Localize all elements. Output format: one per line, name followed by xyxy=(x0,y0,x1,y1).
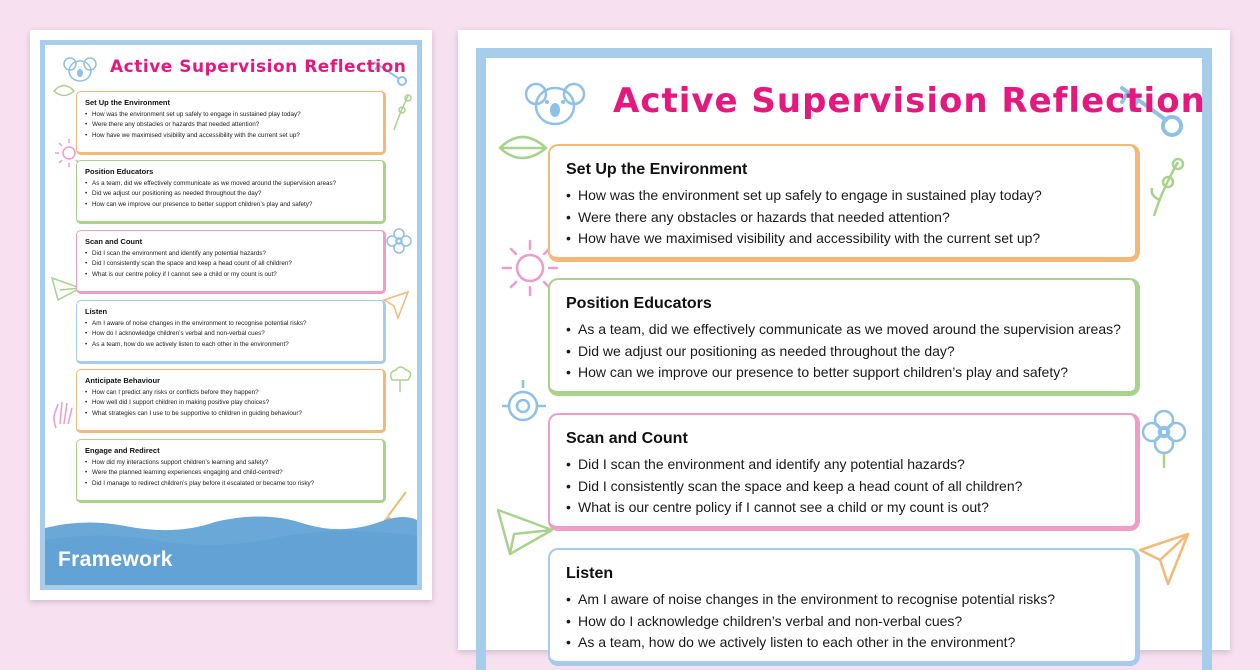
card-question: • Were there any obstacles or hazards that needed attention? xyxy=(85,120,375,130)
card-question: • How can we improve our presence to better support children’s play and safety? xyxy=(85,200,375,210)
worksheet-thumbnail[interactable] xyxy=(30,30,432,600)
card-heading: Set Up the Environment xyxy=(566,161,748,178)
card-question: • How have we maximised visibility and accessibility with the current set up? xyxy=(85,131,375,141)
card-position-educators xyxy=(548,278,1140,396)
card-question: • Did I consistently scan the space and keep a head count of all children? xyxy=(85,259,375,269)
page-title: Active Supervision Reflection xyxy=(613,81,1206,121)
thumbnail-card-anticipate-behaviour xyxy=(76,369,386,433)
flower-icon xyxy=(386,228,412,254)
card-question: • How can we improve our presence to better support children’s play and safety? xyxy=(566,362,1119,384)
spiral-flower-icon xyxy=(496,376,550,434)
thumbnail-card-scan-and-count xyxy=(76,230,386,294)
flower-sprig-icon xyxy=(1148,156,1188,218)
flower-icon xyxy=(1138,408,1190,470)
card-question: • As a team, how do we actively listen to each other in the environment? xyxy=(566,632,1119,654)
leaf-icon xyxy=(52,82,76,100)
card-question: • As a team, did we effectively communicate as we moved around the supervision areas? xyxy=(85,179,375,189)
paper-plane-icon xyxy=(1134,532,1190,588)
card-heading: Scan and Count xyxy=(566,430,688,447)
card-question: • What strategies can I use to be supportive to children in guiding behaviour? xyxy=(85,409,375,419)
card-question: • Am I aware of noise changes in the environment to recognise potential risks? xyxy=(85,319,375,329)
card-set-up-environment xyxy=(548,144,1140,262)
card-heading: Scan and Count xyxy=(85,237,143,246)
card-question: • As a team, did we effectively communicate as we moved around the supervision areas? xyxy=(566,319,1119,341)
card-question: • What is our centre policy if I cannot see a child or my count is out? xyxy=(85,270,375,280)
card-question: • How did my interactions support children’s learning and safety? xyxy=(85,458,375,468)
card-heading: Engage and Redirect xyxy=(85,446,160,455)
card-heading: Anticipate Behaviour xyxy=(85,376,161,385)
card-question: • What is our centre policy if I cannot see a child or my count is out? xyxy=(566,497,1119,519)
card-question: • Did we adjust our positioning as needed throughout the day? xyxy=(566,341,1119,363)
thumbnail-title: Active Supervision Reflection xyxy=(110,57,407,77)
koala-icon xyxy=(62,54,98,84)
thumbnail-card-listen xyxy=(76,300,386,364)
card-heading: Position Educators xyxy=(85,167,154,176)
card-question: • Did I consistently scan the space and keep a head count of all children? xyxy=(566,476,1119,498)
thumbnail-card-engage-and-redirect xyxy=(76,439,386,503)
paper-plane-icon xyxy=(496,504,554,558)
card-question: • How can I predict any risks or conflicts before they happen? xyxy=(85,388,375,398)
card-heading: Position Educators xyxy=(566,295,712,312)
card-question: • Did I scan the environment and identify any potential hazards? xyxy=(85,249,375,259)
framework-logo-text: Framework xyxy=(58,548,173,571)
card-question: • How was the environment set up safely to engage in sustained play today? xyxy=(85,110,375,120)
card-question: • Were there any obstacles or hazards that needed attention? xyxy=(566,207,1119,229)
flower-sprig-icon xyxy=(390,92,414,132)
card-question: • Did we adjust our positioning as needed throughout the day? xyxy=(85,189,375,199)
card-question: • As a team, how do we actively listen to each other in the environment? xyxy=(85,340,375,350)
card-question: • Were the planned learning experiences engaging and child-centred? xyxy=(85,468,375,478)
card-listen xyxy=(548,548,1140,666)
card-question: • How do I acknowledge children’s verbal and non-verbal cues? xyxy=(85,329,375,339)
card-question: • How was the environment set up safely to engage in sustained play today? xyxy=(566,185,1119,207)
card-question: • Am I aware of noise changes in the environment to recognise potential risks? xyxy=(566,589,1119,611)
card-heading: Listen xyxy=(566,565,614,582)
tree-icon xyxy=(386,364,414,394)
leaf-icon xyxy=(498,130,548,166)
card-question: • Did I scan the environment and identify any potential hazards? xyxy=(566,454,1119,476)
thumbnail-card-set-up-environment xyxy=(76,91,386,155)
card-heading: Set Up the Environment xyxy=(85,98,171,107)
card-question: • How have we maximised visibility and accessibility with the current set up? xyxy=(566,228,1119,250)
card-heading: Listen xyxy=(85,307,108,316)
card-question: • Did I manage to redirect children’s play before it escalated or became too risky? xyxy=(85,479,375,489)
card-question: • How well did I support children in making positive play choices? xyxy=(85,398,375,408)
card-question: • How do I acknowledge children’s verbal and non-verbal cues? xyxy=(566,611,1119,633)
koala-icon xyxy=(524,78,586,130)
worksheet-zoomed[interactable] xyxy=(458,30,1230,650)
thumbnail-card-position-educators xyxy=(76,160,386,224)
hand-icon xyxy=(50,400,76,430)
card-scan-and-count xyxy=(548,413,1140,531)
